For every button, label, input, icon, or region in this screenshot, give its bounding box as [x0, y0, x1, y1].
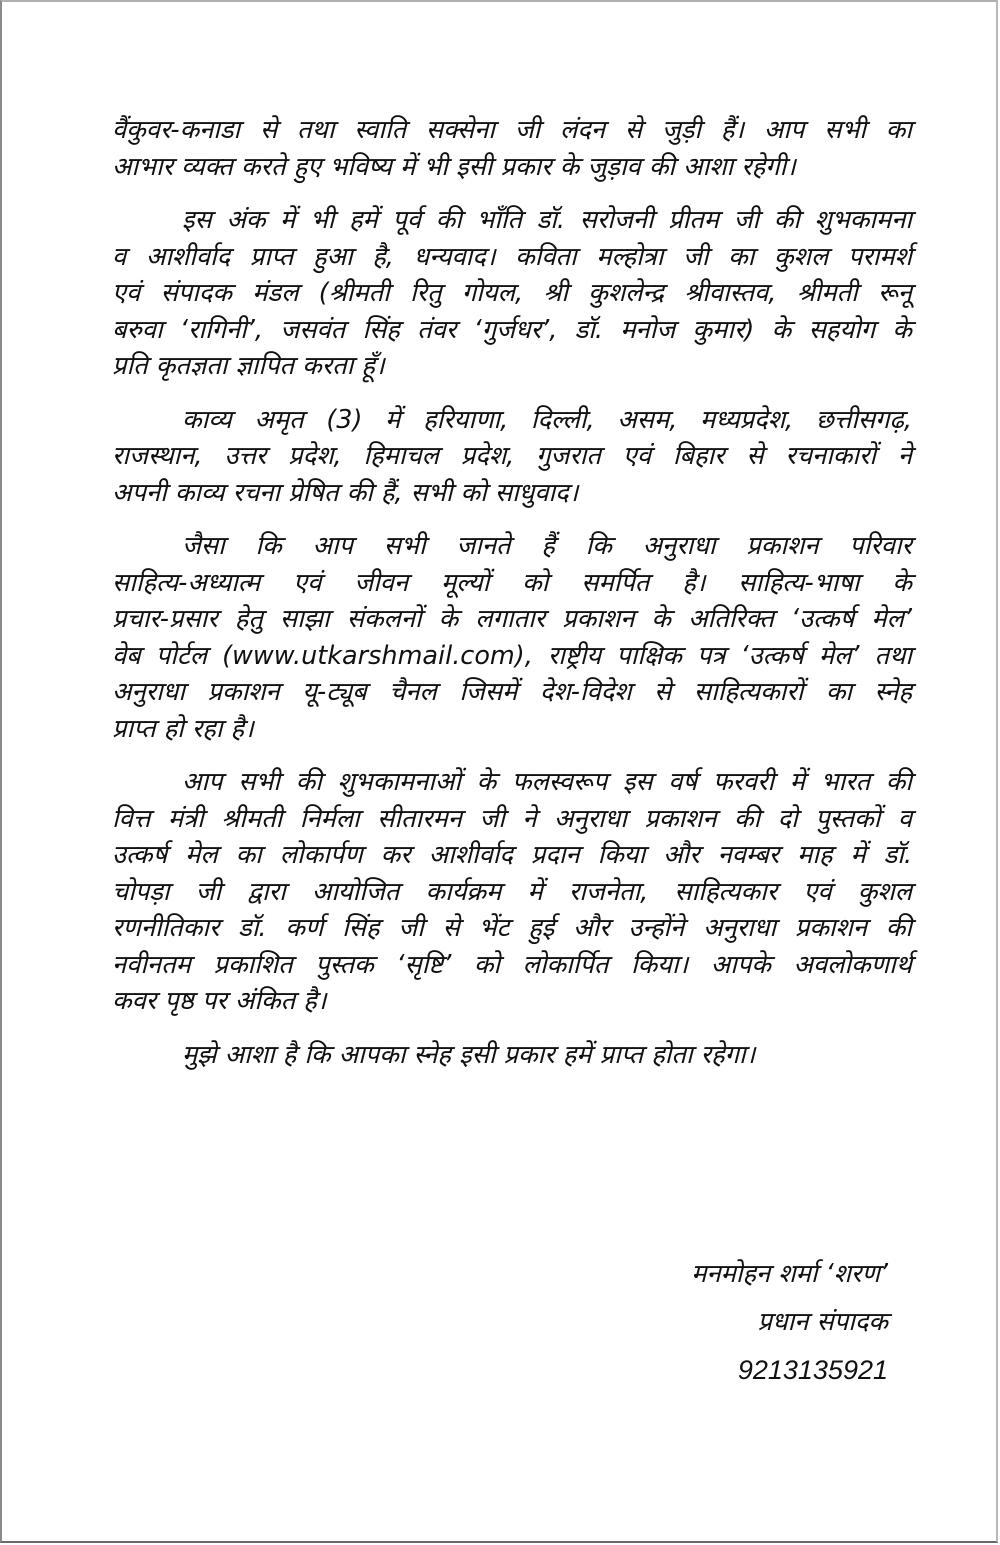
text-line: वैंकुवर-कनाडा से तथा स्वाति सक्सेना जी लंदन से जुड़ी हैं। आप सभी का	[112, 115, 912, 145]
text-line: आभार व्यक्त करते हुए भविष्य में भी इसी प्रकार के जुड़ाव की आशा रहेगी।	[112, 151, 796, 182]
text-line: काव्य अमृत (3) में हरियाणा, दिल्ली, असम, मध्यप्रदेश, छत्तीसगढ़,	[182, 404, 912, 435]
text-line: प्रति कृतज्ञता ज्ञापित करता हूँ।	[112, 351, 385, 381]
paragraph-5	[112, 764, 912, 1020]
text-line: व आशीर्वाद प्राप्त हुआ है, धन्यवाद। कविता मल्होत्रा जी का कुशल परामर्श	[112, 241, 912, 272]
signatory-phone: 9213135921	[737, 1355, 888, 1385]
text-line: नवीनतम प्रकाशित पुस्तक ‘सृष्टि’ को लोकार्पित किया। आपके अवलोकणार्थ	[112, 949, 912, 980]
text-line: इस अंक में भी हमें पूर्व की भाँति डॉ. सरोजनी प्रीतम जी की शुभकामना	[182, 205, 912, 235]
text-line: जैसा कि आप सभी जानते हैं कि अनुराधा प्रकाशन परिवार	[182, 531, 912, 561]
text-line: साहित्य-अध्यात्म एवं जीवन मूल्यों को समर्पित है। साहित्य-भाषा के	[112, 567, 912, 598]
paragraph-6	[112, 1037, 912, 1074]
text-line: अनुराधा प्रकाशन यू-ट्यूब चैनल जिसमें देश-विदेश से साहित्यकारों का स्नेह	[112, 677, 912, 707]
signature-block	[691, 1250, 888, 1394]
paragraph-2	[112, 202, 912, 385]
paragraph-3	[112, 402, 912, 512]
letter-body	[112, 112, 912, 1090]
paragraph-1	[112, 112, 912, 185]
signatory-title: प्रधान संपादक	[757, 1307, 888, 1337]
text-line: एवं संपादक मंडल (श्रीमती रितु गोयल, श्री कुशलेन्द्र श्रीवास्तव, श्रीमती रूनू	[112, 278, 912, 308]
paragraph-4	[112, 528, 912, 747]
text-line: वेब पोर्टल (www.utkarshmail.com), राष्ट्रीय पाक्षिक पत्र ‘उत्कर्ष मेल’ तथा	[112, 640, 912, 671]
text-line: चोपड़ा जी द्वारा आयोजित कार्यक्रम में राजनेता, साहित्यकार एवं कुशल	[112, 876, 912, 907]
text-line: रणनीतिकार डॉ. कर्ण सिंह जी से भेंट हुई और उन्होंने अनुराधा प्रकाशन की	[112, 913, 912, 943]
signatory-name: मनमोहन शर्मा ‘शरण’	[691, 1259, 888, 1289]
text-line: प्रचार-प्रसार हेतु साझा संकलनों के लगातार प्रकाशन के अतिरिक्त ‘उत्कर्ष मेल’	[112, 604, 912, 634]
text-line: उत्कर्ष मेल का लोकार्पण कर आशीर्वाद प्रदान किया और नवम्बर माह में डॉ.	[112, 840, 912, 870]
text-line: अपनी काव्य रचना प्रेषित की हैं, सभी को साधुवाद।	[112, 477, 579, 508]
text-line: राजस्थान, उत्तर प्रदेश, हिमाचल प्रदेश, गुजरात एवं बिहार से रचनाकारों ने	[112, 441, 912, 471]
text-line: बरुवा ‘रागिनी’, जसवंत सिंह तंवर ‘गुर्जधर’, डॉ. मनोज कुमार) के सहयोग के	[112, 314, 912, 345]
text-line: कवर पृष्ठ पर अंकित है।	[112, 986, 327, 1016]
text-line: वित्त मंत्री श्रीमती निर्मला सीतारमन जी ने अनुराधा प्रकाशन की दो पुस्तकों व	[112, 803, 912, 834]
text-line: प्राप्त हो रहा है।	[112, 713, 254, 744]
text-line: मुझे आशा है कि आपका स्नेह इसी प्रकार हमें प्राप्त होता रहेगा।	[182, 1039, 756, 1070]
text-line: आप सभी की शुभकामनाओं के फलस्वरूप इस वर्ष फरवरी में भारत की	[182, 767, 912, 797]
